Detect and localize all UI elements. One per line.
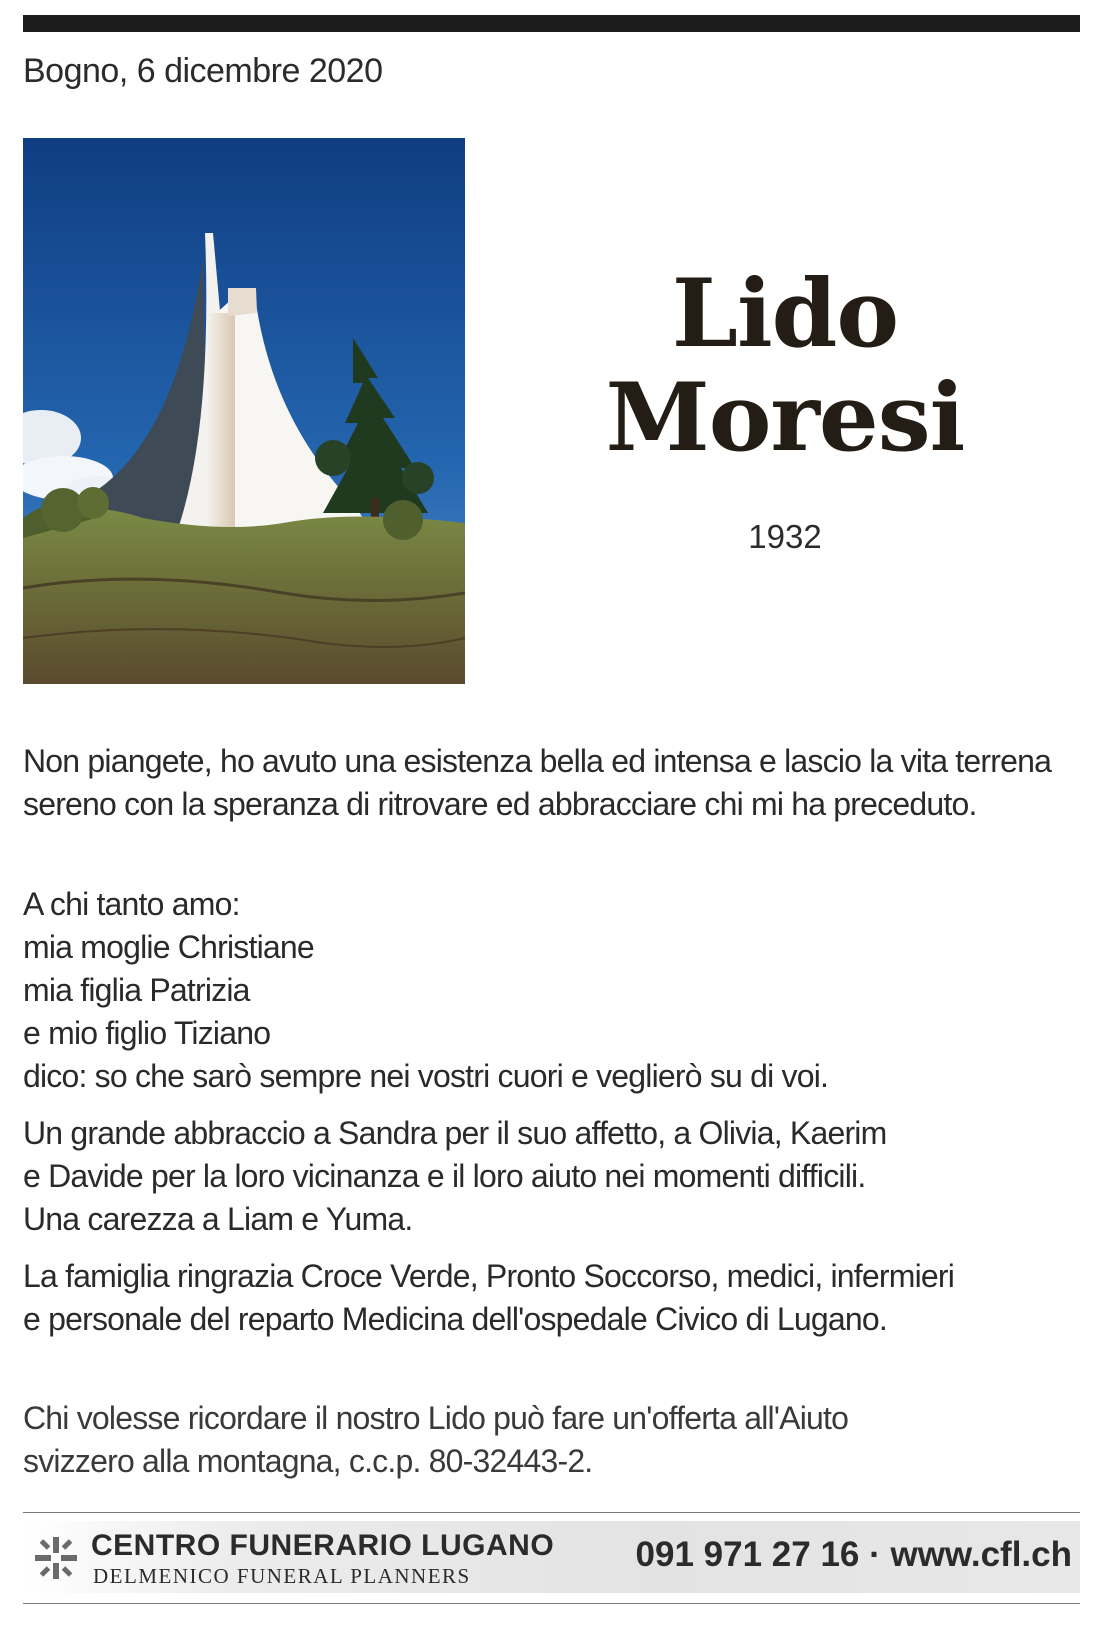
- deceased-name: [560, 259, 1010, 473]
- funeral-home-subtitle: DELMENICO FUNERAL PLANNERS: [93, 1564, 471, 1588]
- paragraph-thanks-hospital: La famiglia ringrazia Croce Verde, Pronto Soccorso, medici, infermieri e personale del reparto Medicina dell'ospedale Civico di Lugano.: [23, 1258, 955, 1337]
- birth-year: 1932: [748, 518, 822, 555]
- funeral-home-name: CENTRO FUNERARIO LUGANO: [91, 1529, 555, 1562]
- first-name: Lido: [671, 259, 899, 369]
- date-line: Bogno, 6 dicembre 2020: [23, 52, 383, 90]
- funeral-home-banner: [23, 1521, 1080, 1593]
- paragraph-family: A chi tanto amo: mia moglie Christiane mia figlia Patrizia e mio figlio Tiziano dico: so che sarò sempre nei vostri cuori e veglierò su di voi.: [23, 886, 829, 1094]
- last-name: Moresi: [605, 363, 965, 473]
- top-rule-bar: [23, 15, 1080, 32]
- memorial-photo: [23, 138, 465, 684]
- cross-cluster-logo-icon: [33, 1535, 79, 1581]
- paragraph-donation: Chi volesse ricordare il nostro Lido può fare un'offerta all'Aiuto svizzero alla montagna, c.c.p. 80-32443-2.: [23, 1400, 849, 1479]
- footer-bottom-rule: [23, 1603, 1080, 1604]
- footer-top-rule: [23, 1512, 1080, 1513]
- paragraph-farewell: Non piangete, ho avuto una esistenza bella ed intensa e lascio la vita terrena sereno con la speranza di ritrovare ed abbracciare chi mi ha preceduto.: [23, 743, 1052, 822]
- contact-info: 091 971 27 16 · www.cfl.ch: [635, 1535, 1072, 1574]
- paragraph-thanks-friends: Un grande abbraccio a Sandra per il suo affetto, a Olivia, Kaerim e Davide per la loro vicinanza e il loro aiuto nei momenti difficili. Una carezza a Liam e Yuma.: [23, 1115, 887, 1237]
